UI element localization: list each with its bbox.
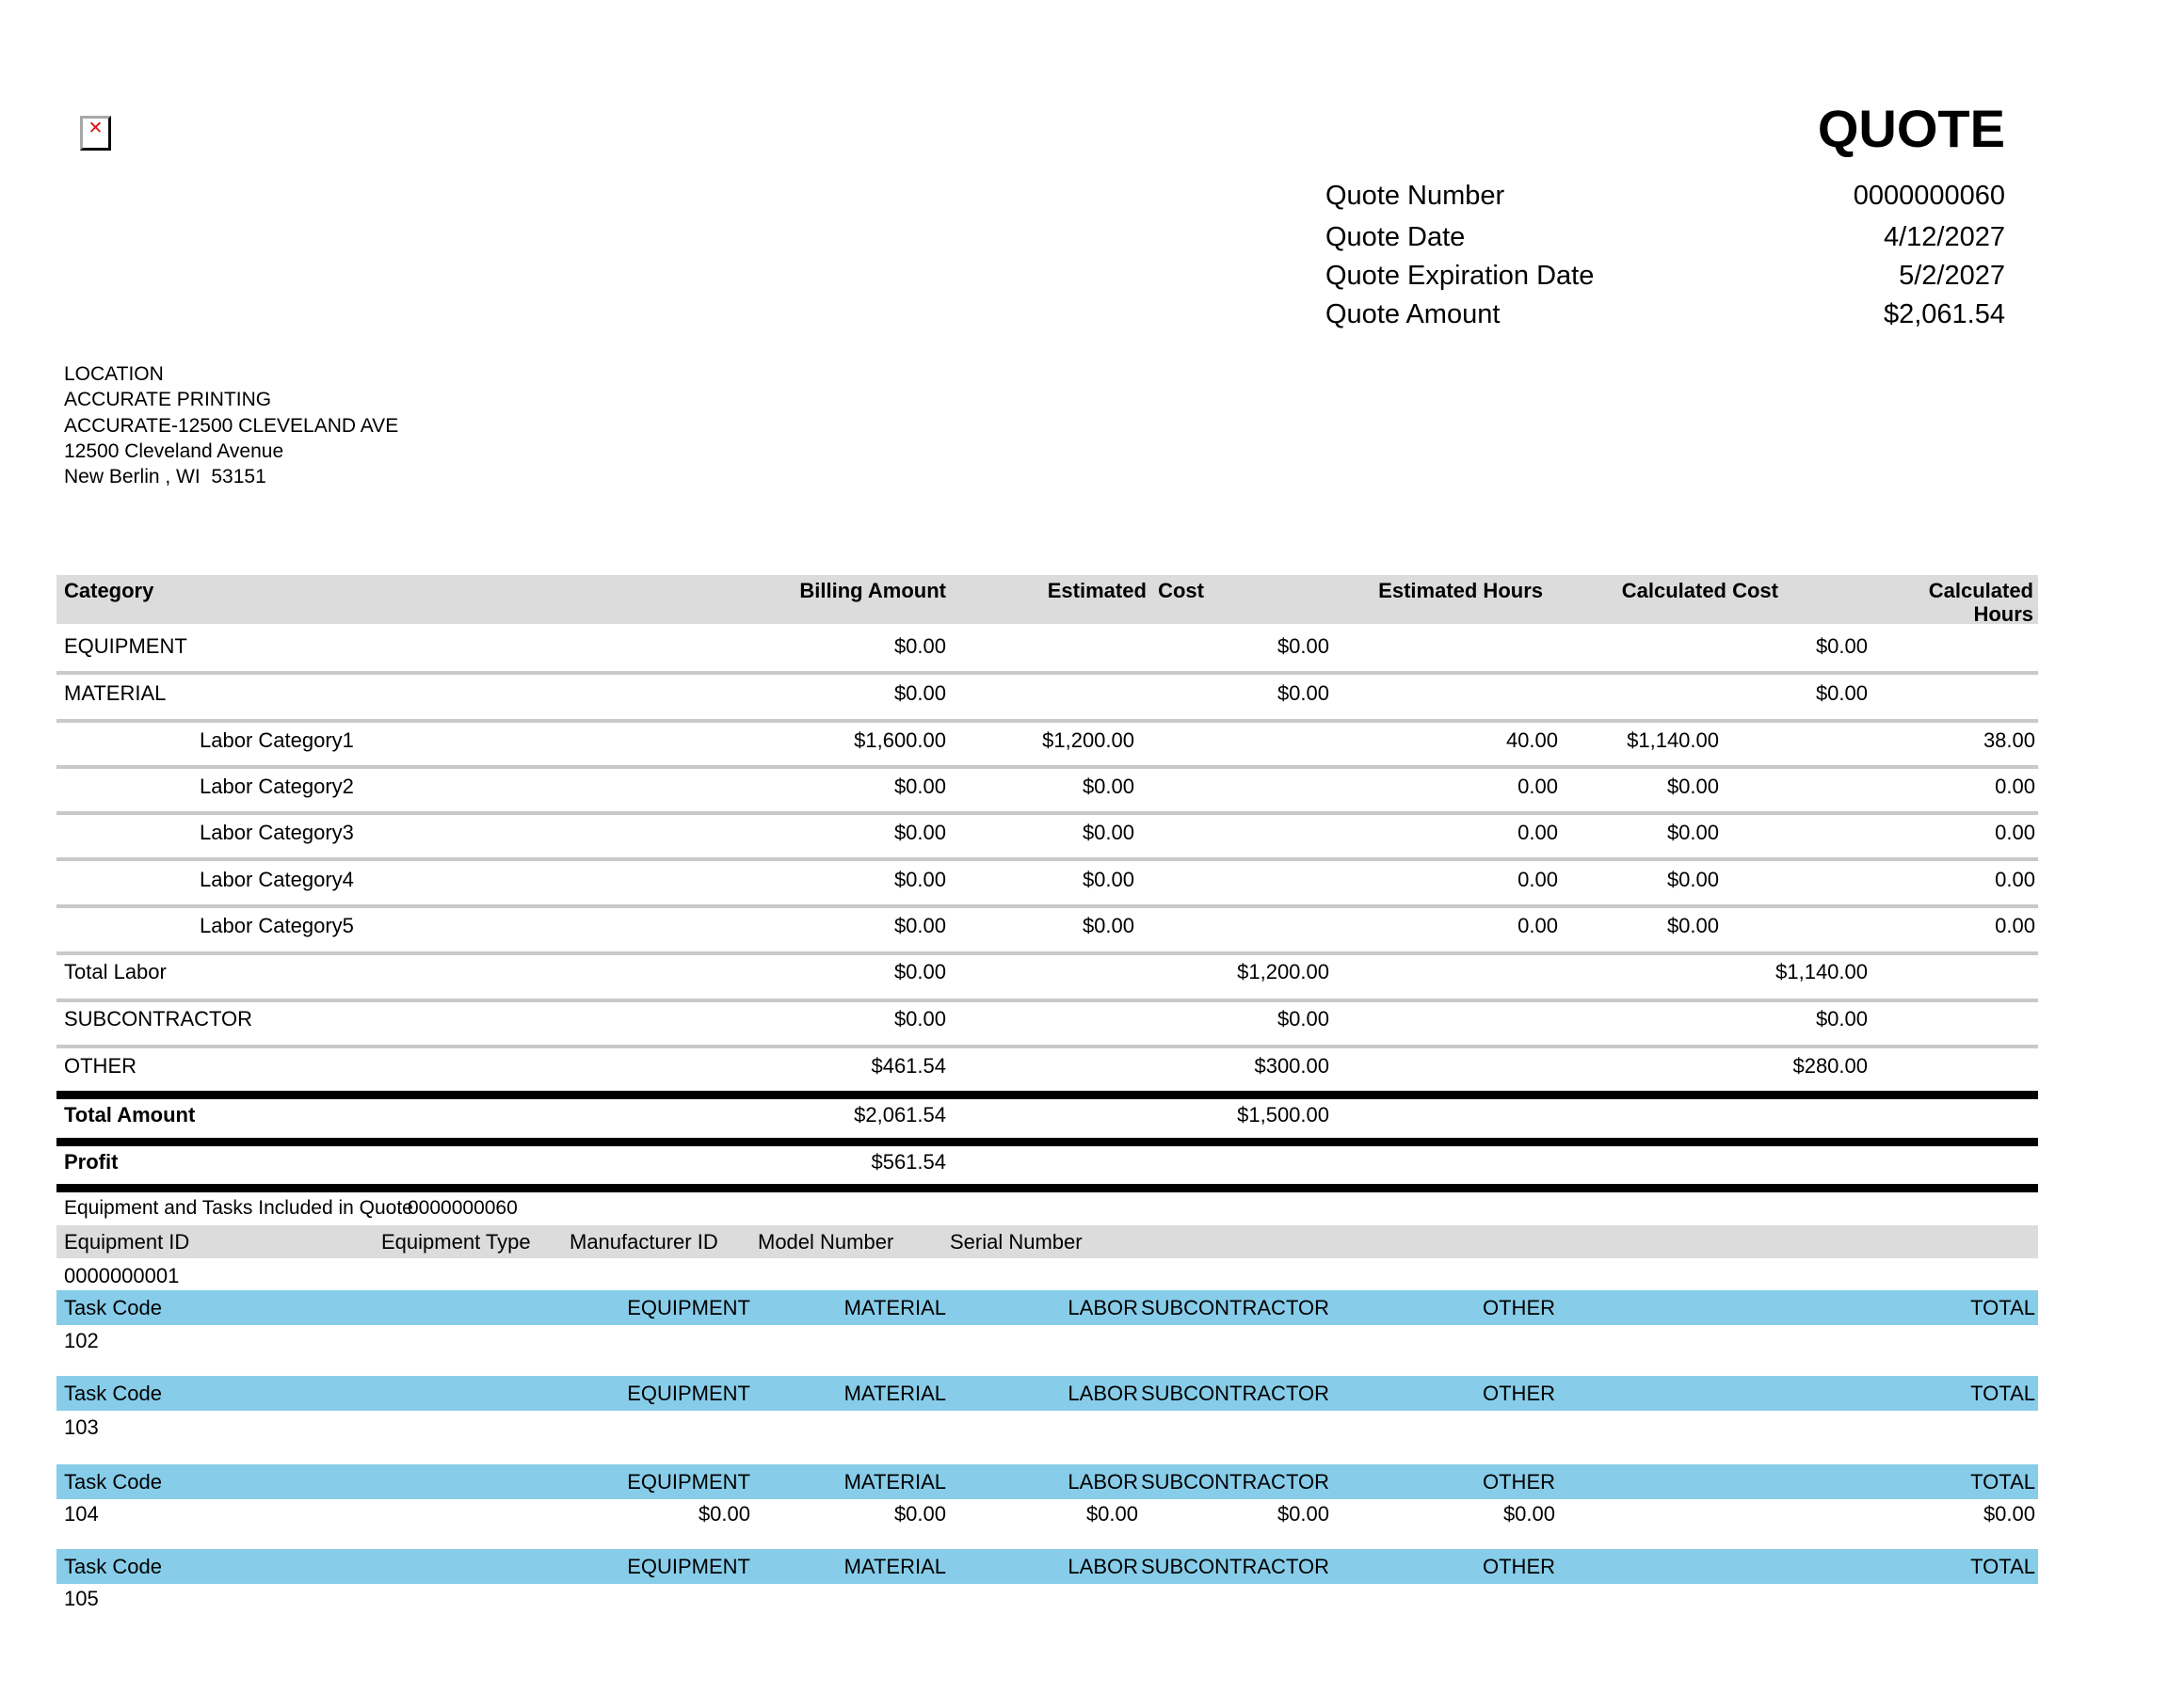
equipment-header-equipment-id: Equipment ID bbox=[64, 1230, 190, 1254]
table-row bbox=[56, 634, 2038, 663]
row-separator bbox=[56, 857, 2038, 861]
row-separator bbox=[56, 671, 2038, 675]
estimated-hours-cell: 0.00 bbox=[1518, 914, 1558, 937]
task-header-equipment: EQUIPMENT bbox=[627, 1382, 750, 1405]
task-code-header-bar bbox=[56, 1464, 2038, 1499]
quote-info-label: Quote Number bbox=[1325, 181, 1505, 211]
billing-cell: $461.54 bbox=[871, 1054, 946, 1078]
location-line: New Berlin , WI 53151 bbox=[64, 466, 266, 487]
header-calculated-hours: Calculated Hours bbox=[1928, 579, 2033, 626]
task-code-value: 104 bbox=[64, 1502, 99, 1526]
task-header-total: TOTAL bbox=[1970, 1555, 2035, 1578]
billing-cell: $2,061.54 bbox=[854, 1103, 946, 1127]
table-row bbox=[56, 775, 2038, 803]
quote-info-value: $2,061.54 bbox=[1883, 299, 2005, 329]
calculated-cost-cell: $1,140.00 bbox=[1627, 728, 1719, 752]
location-line: ACCURATE PRINTING bbox=[64, 389, 272, 410]
table-row bbox=[56, 960, 2038, 988]
task-code-header-bar bbox=[56, 1290, 2038, 1325]
estimated-cost-cell: $0.00 bbox=[1082, 775, 1134, 798]
equipment-header-model-number: Model Number bbox=[758, 1230, 894, 1254]
billing-cell: $0.00 bbox=[893, 914, 946, 937]
task-code-value: 102 bbox=[64, 1329, 99, 1352]
task-code-header-bar bbox=[56, 1549, 2038, 1584]
category-cell: Labor Category2 bbox=[200, 775, 354, 798]
header-category: Category bbox=[64, 579, 154, 602]
category-cell: EQUIPMENT bbox=[64, 634, 187, 658]
task-header-labor: LABOR bbox=[1068, 1555, 1138, 1578]
category-cell: Labor Category4 bbox=[200, 868, 354, 891]
calculated-cost-cell: $0.00 bbox=[1815, 634, 1868, 658]
task-value-row bbox=[56, 1415, 2038, 1442]
task-code-header-label: Task Code bbox=[64, 1470, 162, 1494]
task-header-equipment: EQUIPMENT bbox=[627, 1296, 750, 1319]
quote-info-value: 0000000060 bbox=[1853, 181, 2005, 211]
quote-info-label: Quote Date bbox=[1325, 222, 1466, 252]
billing-cell: $0.00 bbox=[893, 634, 946, 658]
task-total-value: $0.00 bbox=[1983, 1502, 2035, 1526]
task-value-row bbox=[56, 1329, 2038, 1355]
task-header-subcontractor: SUBCONTRACTOR bbox=[1140, 1555, 1329, 1578]
broken-image-icon bbox=[80, 116, 111, 151]
estimated-hours-cell: 40.00 bbox=[1505, 728, 1558, 752]
estimated-hours-cell: 0.00 bbox=[1518, 775, 1558, 798]
row-separator bbox=[56, 811, 2038, 815]
task-header-labor: LABOR bbox=[1068, 1382, 1138, 1405]
task-other-value: $0.00 bbox=[1502, 1502, 1555, 1526]
task-value-row bbox=[56, 1587, 2038, 1613]
estimated-cost-cell: $1,500.00 bbox=[1237, 1103, 1329, 1127]
calculated-cost-cell: $0.00 bbox=[1815, 681, 1868, 705]
task-equipment-value: $0.00 bbox=[698, 1502, 750, 1526]
calculated-cost-cell: $0.00 bbox=[1666, 821, 1719, 844]
quote-info-label: Quote Amount bbox=[1325, 299, 1501, 329]
task-code-value: 103 bbox=[64, 1415, 99, 1439]
row-separator bbox=[56, 999, 2038, 1002]
row-separator bbox=[56, 904, 2038, 908]
task-header-other: OTHER bbox=[1483, 1555, 1555, 1578]
header-calculated-cost: Calculated Cost bbox=[1621, 579, 1778, 602]
estimated-cost-cell: $0.00 bbox=[1082, 821, 1134, 844]
task-code-header-label: Task Code bbox=[64, 1382, 162, 1405]
table-row bbox=[56, 1007, 2038, 1035]
estimated-cost-cell: $1,200.00 bbox=[1237, 960, 1329, 983]
equipment-tasks-title: Equipment and Tasks Included in Quote bbox=[64, 1197, 413, 1219]
calculated-cost-cell: $0.00 bbox=[1666, 868, 1719, 891]
billing-cell: $1,600.00 bbox=[854, 728, 946, 752]
page-title: QUOTE bbox=[1817, 99, 2005, 158]
table-row bbox=[56, 1054, 2038, 1082]
row-separator bbox=[56, 951, 2038, 955]
billing-cell: $0.00 bbox=[893, 1007, 946, 1031]
total-separator-bar bbox=[56, 1138, 2038, 1146]
billing-cell: $0.00 bbox=[893, 775, 946, 798]
row-separator bbox=[56, 1045, 2038, 1048]
equipment-header-serial-number: Serial Number bbox=[950, 1230, 1083, 1254]
estimated-hours-cell: 0.00 bbox=[1518, 821, 1558, 844]
estimated-hours-cell: 0.00 bbox=[1518, 868, 1558, 891]
estimated-cost-cell: $0.00 bbox=[1277, 1007, 1329, 1031]
category-cell: OTHER bbox=[64, 1054, 136, 1078]
billing-cell: $0.00 bbox=[893, 821, 946, 844]
category-cell: MATERIAL bbox=[64, 681, 167, 705]
category-cell: Profit bbox=[64, 1150, 119, 1174]
calculated-cost-cell: $1,140.00 bbox=[1775, 960, 1868, 983]
task-code-header-label: Task Code bbox=[64, 1555, 162, 1578]
total-separator-bar bbox=[56, 1184, 2038, 1192]
table-row bbox=[56, 728, 2038, 757]
total-separator-bar bbox=[56, 1091, 2038, 1099]
task-subcontractor-value: $0.00 bbox=[1277, 1502, 1329, 1526]
task-code-value: 105 bbox=[64, 1587, 99, 1610]
table-row bbox=[56, 868, 2038, 896]
category-cell: Labor Category1 bbox=[200, 728, 354, 752]
category-cell: Labor Category3 bbox=[200, 821, 354, 844]
task-code-header-label: Task Code bbox=[64, 1296, 162, 1319]
estimated-cost-cell: $0.00 bbox=[1277, 634, 1329, 658]
task-header-total: TOTAL bbox=[1970, 1382, 2035, 1405]
red-x-icon: ✕ bbox=[88, 119, 104, 138]
billing-cell: $0.00 bbox=[893, 681, 946, 705]
estimated-cost-cell: $1,200.00 bbox=[1042, 728, 1134, 752]
task-header-other: OTHER bbox=[1483, 1470, 1555, 1494]
task-header-equipment: EQUIPMENT bbox=[627, 1470, 750, 1494]
task-header-other: OTHER bbox=[1483, 1296, 1555, 1319]
row-separator bbox=[56, 719, 2038, 723]
task-code-header-bar bbox=[56, 1376, 2038, 1411]
task-header-material: MATERIAL bbox=[843, 1555, 946, 1578]
quote-info-label: Quote Expiration Date bbox=[1325, 261, 1595, 291]
task-header-labor: LABOR bbox=[1068, 1470, 1138, 1494]
calculated-cost-cell: $0.00 bbox=[1666, 914, 1719, 937]
task-header-material: MATERIAL bbox=[843, 1470, 946, 1494]
task-header-subcontractor: SUBCONTRACTOR bbox=[1140, 1296, 1329, 1319]
calculated-cost-cell: $0.00 bbox=[1666, 775, 1719, 798]
calculated-hours-cell: 0.00 bbox=[1995, 868, 2035, 891]
table-row bbox=[56, 821, 2038, 849]
task-labor-value: $0.00 bbox=[1085, 1502, 1138, 1526]
equipment-header-manufacturer-id: Manufacturer ID bbox=[570, 1230, 718, 1254]
location-line: LOCATION bbox=[64, 363, 164, 385]
task-header-subcontractor: SUBCONTRACTOR bbox=[1140, 1382, 1329, 1405]
task-header-other: OTHER bbox=[1483, 1382, 1555, 1405]
quote-info-value: 4/12/2027 bbox=[1883, 222, 2005, 252]
table-row bbox=[56, 1103, 2038, 1131]
table-row bbox=[56, 914, 2038, 942]
table-row bbox=[56, 1150, 2038, 1178]
calculated-hours-cell: 0.00 bbox=[1995, 914, 2035, 937]
task-value-row bbox=[56, 1502, 2038, 1528]
category-cell: Total Amount bbox=[64, 1103, 196, 1127]
location-line: ACCURATE-12500 CLEVELAND AVE bbox=[64, 415, 399, 437]
quote-info-value: 5/2/2027 bbox=[1899, 261, 2005, 291]
task-header-equipment: EQUIPMENT bbox=[627, 1555, 750, 1578]
calculated-hours-cell: 0.00 bbox=[1995, 821, 2035, 844]
task-header-total: TOTAL bbox=[1970, 1296, 2035, 1319]
task-header-total: TOTAL bbox=[1970, 1470, 2035, 1494]
calculated-cost-cell: $0.00 bbox=[1815, 1007, 1868, 1031]
estimated-cost-cell: $0.00 bbox=[1277, 681, 1329, 705]
category-cell: Total Labor bbox=[64, 960, 167, 983]
location-line: 12500 Cleveland Avenue bbox=[64, 440, 284, 462]
task-header-labor: LABOR bbox=[1068, 1296, 1138, 1319]
header-estimated-hours: Estimated Hours bbox=[1378, 579, 1543, 602]
task-header-subcontractor: SUBCONTRACTOR bbox=[1140, 1470, 1329, 1494]
header-billing-amount: Billing Amount bbox=[799, 579, 946, 602]
estimated-cost-cell: $0.00 bbox=[1082, 914, 1134, 937]
estimated-cost-cell: $0.00 bbox=[1082, 868, 1134, 891]
table-row bbox=[56, 681, 2038, 710]
header-estimated-cost: Estimated Cost bbox=[1047, 579, 1204, 602]
task-material-value: $0.00 bbox=[893, 1502, 946, 1526]
equipment-tasks-quote-number: 0000000060 bbox=[408, 1197, 518, 1219]
estimated-cost-cell: $300.00 bbox=[1254, 1054, 1329, 1078]
equipment-id-value: 0000000001 bbox=[64, 1264, 180, 1287]
category-cell: Labor Category5 bbox=[200, 914, 354, 937]
calculated-hours-cell: 0.00 bbox=[1995, 775, 2035, 798]
calculated-hours-cell: 38.00 bbox=[1983, 728, 2035, 752]
billing-cell: $0.00 bbox=[893, 868, 946, 891]
category-cell: SUBCONTRACTOR bbox=[64, 1007, 253, 1031]
equipment-header-equipment-type: Equipment Type bbox=[381, 1230, 531, 1254]
row-separator bbox=[56, 765, 2038, 769]
billing-cell: $0.00 bbox=[893, 960, 946, 983]
task-header-material: MATERIAL bbox=[843, 1382, 946, 1405]
billing-cell: $561.54 bbox=[871, 1150, 946, 1174]
calculated-cost-cell: $280.00 bbox=[1792, 1054, 1868, 1078]
task-header-material: MATERIAL bbox=[843, 1296, 946, 1319]
